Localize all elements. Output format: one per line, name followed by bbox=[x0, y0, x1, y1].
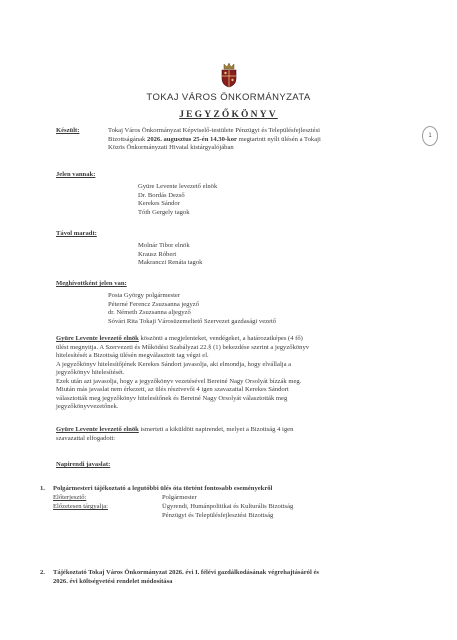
tavol-maradt-label: Távol maradt: bbox=[56, 230, 97, 237]
agenda-item-number: 1. bbox=[40, 485, 45, 492]
eloterjeszto-value: Polgármester bbox=[162, 494, 197, 501]
coat-of-arms-icon bbox=[218, 62, 240, 88]
keszult-text: Tokaj Város Önkormányzat Képviselő-testülete Pénzügyi és Településfejlesztési Bizottságának 2026. augusztus 25-én 14.30-kor megtartott nyílt ülésén a Tokaji Közös Önkormányzati Hivatal kistárgyalójában bbox=[108, 127, 321, 152]
napirendi-label: Napirendi javaslat: bbox=[56, 461, 111, 468]
list-item: Péterné Ferencz Zsuzsanna jegyző bbox=[108, 300, 199, 308]
targyalja-value: Ügyrendi, Humánpolitikai és Kulturális Bizottság Pénzügyi és Településfejlesztési Bizottság bbox=[162, 503, 294, 519]
page-number-badge: 1 bbox=[422, 126, 438, 146]
jelen-vannak-label: Jelen vannak: bbox=[56, 171, 96, 178]
eloterjeszto-label: Előterjesztő: bbox=[53, 494, 87, 501]
list-item: Gyüre Levente levezető elnök bbox=[138, 183, 218, 190]
list-item: Sóvári Rita Tokaji Városüzemeltető Szervezet gazdasági vezető bbox=[108, 317, 277, 325]
jelen-vannak-list bbox=[138, 183, 217, 217]
keszult-label: Készült: bbox=[56, 127, 80, 134]
organization-name: TOKAJ VÁROS ÖNKORMÁNYZATA bbox=[146, 92, 311, 103]
meghivottkent-list bbox=[108, 292, 276, 326]
agenda-item-title: Tájékoztató Tokaj Város Önkormányzat 2026. évi I. félévi gazdálkodásának végrehajtásáról és 2026. évi költségvetési rendelet módosítása bbox=[53, 569, 319, 585]
list-item: dr. Németh Zsuzsanna aljegyző bbox=[108, 309, 191, 317]
meghivottkent-label: Meghívottként jelen van: bbox=[56, 280, 127, 287]
tavol-maradt-list bbox=[138, 242, 202, 268]
agenda-item-title: Polgármesteri tájékoztató a legutóbbi ülés óta történt fontosabb eseményekről bbox=[53, 485, 273, 492]
targyalja-label: Előzetesen tárgyalja: bbox=[53, 503, 108, 510]
list-item: Tóth Gergely tagok bbox=[138, 208, 190, 216]
document-title: JEGYZŐKÖNYV bbox=[179, 110, 278, 120]
list-item: Posta György polgármester bbox=[108, 292, 181, 299]
list-item: Molnár Tibor elnök bbox=[138, 242, 190, 249]
list-item: Dr. Bordás Dezső bbox=[138, 191, 185, 199]
list-item: Makranczi Renáta tagok bbox=[138, 259, 203, 267]
opening-paragraph: Gyüre Levente levezető elnök köszönti a megjelenteket, vendégeket, a határozatképes (4 fő) ülést megnyitja. A Szervezeti és Működési Szabályzat 22.§ (1) bekezdése szerint a jegyzőkönyv hitelesítését a Bizottság ülésén megválasztott tag végzi el. A jegyzőkönyv hitelesítőjének Kerekes Sándort javasolja, aki elmondja, hogy elvállalja a jegyzőkönyv hitelesítését. Ezek után azt javasolja, hogy a jegyzőkönyv vezetésével Bereiné Nagy Orsolyát bízzák meg. Miután más javaslat nem érkezett, az ülés résztvevői 4 igen szavazattal Kerekes Sándort választották meg jegyzőkönyv hitelesítőnek és Bereiné Nagy Orsolyát választották meg jegyzőkönyvvezetőnek. bbox=[56, 335, 310, 410]
agenda-item-number: 2. bbox=[40, 569, 45, 576]
list-item: Kerekes Sándor bbox=[138, 200, 180, 208]
list-item: Krausz Róbert bbox=[138, 250, 177, 258]
agenda-intro-paragraph: Gyüre Levente levezető elnök ismerteti a kiküldött napirendet, melyet a Bizottság 4 igen szavazattal elfogadott: bbox=[56, 426, 294, 442]
